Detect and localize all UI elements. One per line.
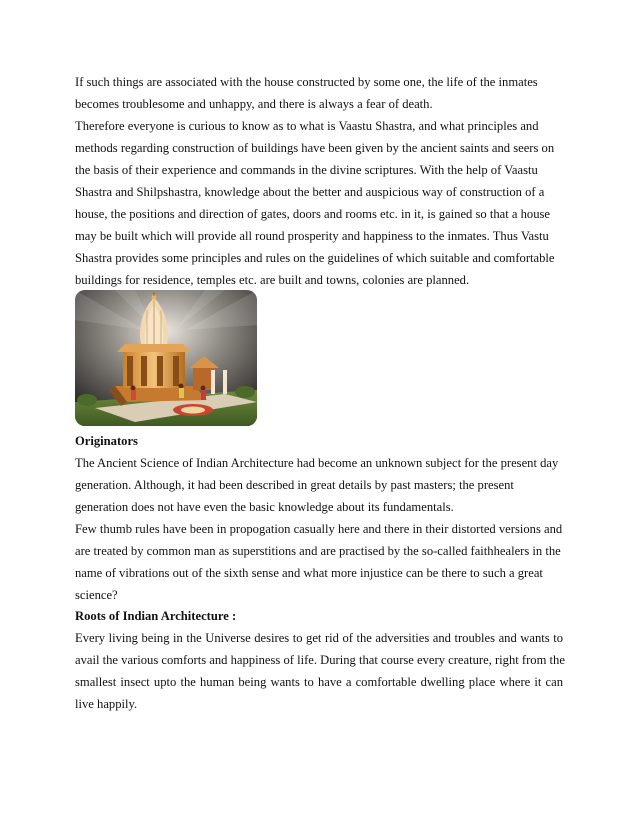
paragraph-line: generation. Although, it had been described in great details by past masters; the present xyxy=(75,478,514,492)
paragraph-line: methods regarding construction of buildings have been given by the ancient saints and seers on xyxy=(75,141,555,155)
section-heading-originators: Originators xyxy=(75,434,138,448)
paragraph-line: science? xyxy=(75,588,118,602)
paragraph-line: Few thumb rules have been in propogation casually here and there in their distorted versions and xyxy=(75,522,563,536)
paragraph-line: generation does not have even the basic knowledge about its fundamentals. xyxy=(75,500,454,514)
temple-illustration xyxy=(75,290,257,426)
paragraph-line: avail the various comforts and happiness of life. During that course every creature, right from the xyxy=(75,653,565,667)
paragraph-line: are treated by common man as superstitions and are practised by the so-called faithhealers in the xyxy=(75,544,561,558)
paragraph-line: If such things are associated with the house constructed by some one, the life of the inmates xyxy=(75,75,538,89)
paragraph-line: buildings for residence, temples etc. are built and towns, colonies are planned. xyxy=(75,273,470,287)
paragraph-line: Every living being in the Universe desires to get rid of the adversities and troubles and wants to xyxy=(75,631,563,645)
paragraph-line: Shastra and Shilpshastra, knowledge about the better and auspicious way of construction of a xyxy=(75,185,545,199)
paragraph-line: house, the positions and direction of gates, doors and rooms etc. in it, is gained so that a house xyxy=(75,207,550,221)
paragraph-line: Therefore everyone is curious to know as to what is Vaastu Shastra, and what principles and xyxy=(75,119,539,133)
paragraph-line: Shastra provides some principles and rules on the guidelines of which suitable and comfortable xyxy=(75,251,555,265)
paragraph-line: live happily. xyxy=(75,697,138,711)
paragraph-line: the basis of their experience and commands in the divine scriptures. With the help of Vaastu xyxy=(75,163,538,177)
paragraph-line: name of vibrations out of the sixth sense and what more injustice can be there to such a great xyxy=(75,566,543,580)
paragraph-line: smallest insect upto the human being wants to have a comfortable dwelling place where it can xyxy=(75,675,563,689)
paragraph-line: becomes troublesome and unhappy, and there is always a fear of death. xyxy=(75,97,433,111)
paragraph-line: may be built which will provide all round prosperity and happiness to the inmates. Thus Vastu xyxy=(75,229,549,243)
section-heading-roots: Roots of Indian Architecture : xyxy=(75,609,237,623)
paragraph-line: The Ancient Science of Indian Architecture had become an unknown subject for the present day xyxy=(75,456,559,470)
